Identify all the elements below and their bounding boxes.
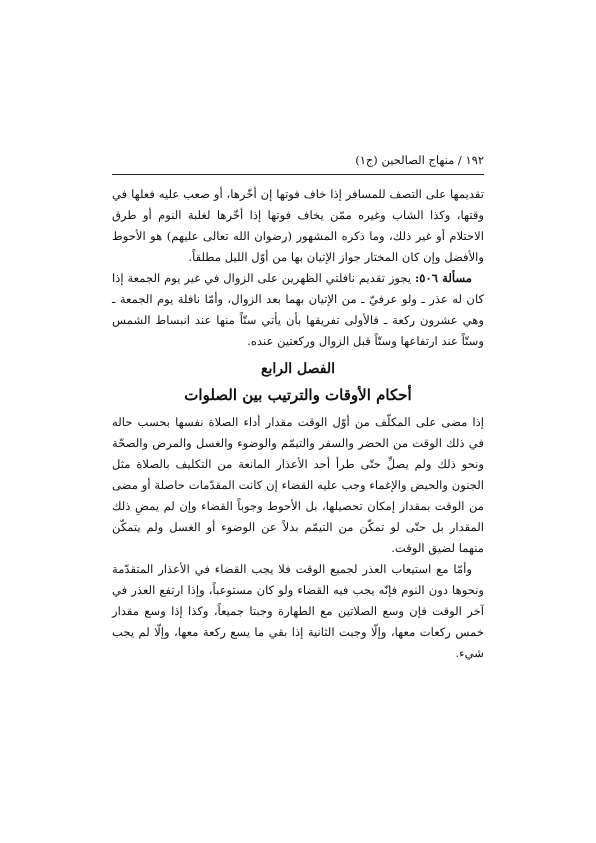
paragraph-2-body: يجوز تقديم نافلتي الظهرين على الزوال في غير يوم الجمعة إذا كان له عذر ـ ولو عرفيّ ـ من الإتيان بهما بعد الزوال، وأمّا نافلة يوم الجمعة ـ وهي عشرون ركعة ـ فالأولى تفريقها بأن يأتي ستّاً منها عند انبساط الشمس وستّاً عند ارتفاعها وستّاً قبل الزوال وركعتين عنده.: [112, 271, 484, 348]
paragraph-1: تقديمها على التصف للمسافر إذا خاف فوتها إن أخّرها، أو صعب عليه فعلها في وقتها، وكذا الشاب وغيره ممّن يخاف فوتها إذا أخّرها لغلبة النوم أو طرق الاحتلام أو غير ذلك، وما ذكره المشهور (رضوان الله تعالى عليهم) هو الأحوط والأفضل وإن كان المختار جواز الإتيان بها من أوّل الليل مطلقاً.: [112, 187, 484, 264]
paragraph-3: إذا مضى على المكلّف من أوّل الوقت مقدار أداء الصلاة نفسها بحسب حاله في ذلك الوقت من الحضر والسفر والتيمّم والوضوء والغسل والمرض والصحّة ونحو ذلك ولم يصلِّ حتّى طرأ أحد الأعذار المانعة من التكليف بالصلاة مثل الجنون والحيض والإغماء وجب عليه القضاء إن كانت المقدّمات حاصلة أو مضى من الوقت بمقدار إمكان تحصيلها، بل الأحوط وجوباً القضاء وإن لم يمضِ ذلك المقدار بل حتّى لو تمكّن من التيمّم بدلاً عن الوضوء أو الغسل ولم يتمكّن منهما لضيق الوقت.: [112, 415, 484, 555]
page-body: [112, 184, 484, 664]
running-head-text: ١٩٢ / منهاج الصالحين (ج١): [355, 153, 484, 167]
issue-number-label: مسألة ٥٠٦:: [414, 271, 472, 285]
running-head: [112, 153, 484, 167]
chapter-title: أحكام الأوقات والترتيب بين الصلوات: [184, 386, 412, 404]
paragraph-2: [112, 268, 484, 352]
header-divider: [112, 174, 484, 175]
paragraph-4: وأمّا مع استيعاب العذر لجميع الوقت فلا يجب القضاء في الأعذار المتقدّمة ونحوها دون النوم فإنّه يجب فيه القضاء ولو كان مستوعباً، وإذا ارتفع العذر في آخر الوقت فإن وسع الصلاتين مع الطهارة وجبتا جميعاً، وكذا إذا وسع مقدار خمس ركعات معها، وإلّا وجبت الثانية إذا بقي ما يسع ركعة معها، وإلّا لم يجب شيء.: [112, 562, 484, 660]
chapter-heading: الفصل الرابع: [261, 361, 335, 377]
